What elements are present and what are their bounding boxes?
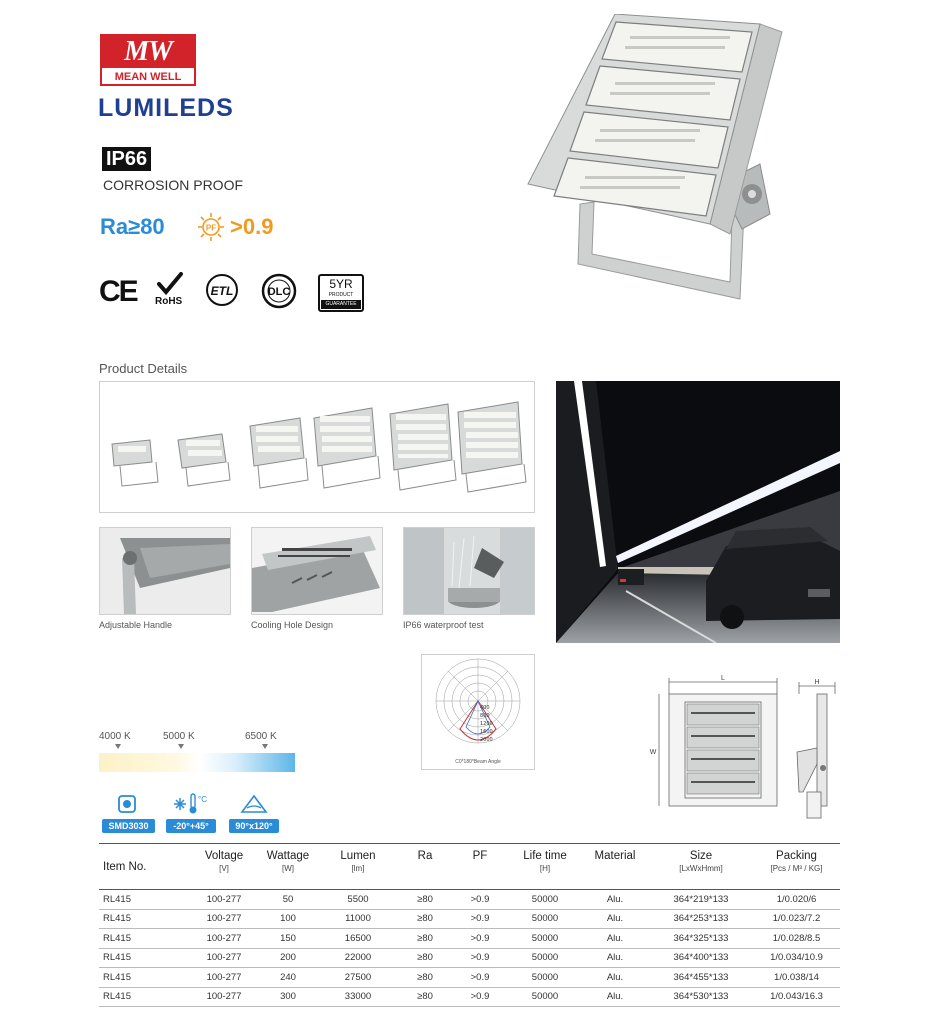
- power-factor-icon: [196, 212, 230, 242]
- dimension-drawing: [647, 672, 843, 822]
- beam-angle-badge: 90°x120°: [229, 819, 279, 833]
- cell-size: 364*253*133: [649, 909, 753, 929]
- cell-voltage: 100-277: [189, 987, 259, 1007]
- waterproof-test-photo: [403, 527, 535, 615]
- dimension-length-label: L: [721, 675, 725, 682]
- hero-product-image: [520, 14, 790, 302]
- col-header-item: Item No.: [103, 860, 147, 873]
- cell-material: Alu.: [581, 948, 649, 968]
- dimension-width-label: W: [649, 749, 657, 756]
- rohs-icon: [153, 272, 189, 312]
- cell-voltage: 100-277: [189, 968, 259, 988]
- warranty-years: 5YR: [329, 277, 353, 291]
- polar-label-1600: 1600: [480, 729, 493, 735]
- cell-lumen: 16500: [317, 929, 399, 949]
- ce-mark-text: CE: [99, 275, 137, 308]
- warranty-line1: PRODUCT: [328, 292, 354, 298]
- cell-pf: >0.9: [451, 909, 509, 929]
- col-header-material: Material: [594, 850, 636, 862]
- ra-value: Ra≥80: [100, 214, 165, 239]
- cell-pf: >0.9: [451, 987, 509, 1007]
- cell-pf: >0.9: [451, 890, 509, 910]
- cell-wattage: 300: [259, 987, 317, 1007]
- cell-wattage: 150: [259, 929, 317, 949]
- svg-text:°C: °C: [198, 795, 207, 804]
- product-lineup-illustration: [100, 382, 534, 512]
- adjustable-handle-photo: [99, 527, 231, 615]
- etl-listed-icon: [201, 272, 245, 312]
- handle-closeup-illustration: [100, 528, 230, 614]
- col-header-voltage: Voltage [V]: [204, 850, 244, 873]
- lumileds-logo: LUMILEDS: [98, 94, 234, 122]
- cell-voltage: 100-277: [189, 890, 259, 910]
- warranty-line2: GUARANTEE: [321, 300, 361, 309]
- cell-lumen: 27500: [317, 968, 399, 988]
- handle-caption: Adjustable Handle: [99, 620, 173, 630]
- cell-lifetime: 50000: [509, 968, 581, 988]
- power-factor-value: >0.9: [230, 214, 274, 239]
- checkmark-icon: [153, 272, 189, 296]
- col-header-ra: Ra: [417, 850, 433, 862]
- cell-ra: ≥80: [399, 948, 451, 968]
- cell-ra: ≥80: [399, 890, 451, 910]
- cell-size: 364*219*133: [649, 890, 753, 910]
- cell-wattage: 100: [259, 909, 317, 929]
- product-range-image: [99, 381, 535, 513]
- cell-lumen: 5500: [317, 890, 399, 910]
- cell-packing: 1/0.020/6: [753, 890, 840, 910]
- polar-label-400: 400: [480, 705, 490, 711]
- cell-lifetime: 50000: [509, 948, 581, 968]
- tunnel-application-photo: [556, 381, 840, 643]
- meanwell-logo-mark: MW: [102, 36, 194, 68]
- smd-chip-icon: [116, 793, 138, 815]
- cell-ra: ≥80: [399, 968, 451, 988]
- spec-table-body: [99, 890, 840, 1007]
- marker-5000-icon: [178, 744, 184, 749]
- corrosion-proof-label: CORROSION PROOF: [103, 177, 244, 193]
- marker-6500-icon: [262, 744, 268, 749]
- dlc-icon: [258, 272, 300, 312]
- cell-lumen: 11000: [317, 909, 399, 929]
- col-header-lumen: Lumen [lm]: [340, 850, 376, 873]
- polar-label-800: 800: [480, 713, 490, 719]
- cell-item: RL415: [99, 929, 189, 949]
- cell-voltage: 100-277: [189, 948, 259, 968]
- cell-packing: 1/0.023/7.2: [753, 909, 840, 929]
- cell-item: RL415: [99, 968, 189, 988]
- cell-packing: 1/0.043/16.3: [753, 987, 840, 1007]
- color-temp-6500: 6500 K: [245, 731, 277, 742]
- col-header-pf: PF: [472, 850, 488, 862]
- table-row: [99, 948, 840, 968]
- cooling-caption: Cooling Hole Design: [251, 620, 334, 630]
- meanwell-logo: [100, 34, 196, 86]
- cell-material: Alu.: [581, 890, 649, 910]
- tunnel-scene-illustration: [556, 381, 840, 643]
- color-temp-markers: [99, 743, 299, 751]
- color-temp-4000: 4000 K: [99, 731, 131, 742]
- cell-size: 364*530*133: [649, 987, 753, 1007]
- cell-wattage: 240: [259, 968, 317, 988]
- table-row: [99, 929, 840, 949]
- cell-packing: 1/0.034/10.9: [753, 948, 840, 968]
- cell-pf: >0.9: [451, 948, 509, 968]
- color-temperature-gradient: [99, 753, 295, 772]
- cell-wattage: 200: [259, 948, 317, 968]
- polar-light-distribution-diagram: [421, 654, 535, 770]
- cell-pf: >0.9: [451, 968, 509, 988]
- polar-label-1200: 1200: [480, 721, 493, 727]
- col-header-size: Size [LxWxHmm]: [679, 850, 723, 873]
- cell-packing: 1/0.038/14: [753, 968, 840, 988]
- dimension-height-label: H: [814, 679, 820, 686]
- col-header-wattage: Wattage [W]: [266, 850, 310, 873]
- beam-angle-icon: [239, 794, 269, 814]
- cooling-holes-illustration: [252, 528, 382, 614]
- cell-lumen: 22000: [317, 948, 399, 968]
- cell-packing: 1/0.028/8.5: [753, 929, 840, 949]
- table-row: [99, 987, 840, 1007]
- temperature-icon: [172, 792, 208, 816]
- table-row: [99, 890, 840, 910]
- cell-lifetime: 50000: [509, 909, 581, 929]
- waterproof-caption: IP66 waterproof test: [403, 620, 484, 630]
- cell-lifetime: 50000: [509, 890, 581, 910]
- cell-item: RL415: [99, 987, 189, 1007]
- etl-mark-text: ETL: [210, 284, 234, 298]
- polar-caption: C0*180*Beam Angle: [455, 759, 501, 765]
- cell-material: Alu.: [581, 987, 649, 1007]
- dlc-mark-text: DLC: [267, 286, 291, 298]
- cell-item: RL415: [99, 948, 189, 968]
- marker-4000-icon: [115, 744, 121, 749]
- cell-size: 364*400*133: [649, 948, 753, 968]
- waterproof-test-illustration: [404, 528, 534, 614]
- cell-wattage: 50: [259, 890, 317, 910]
- cell-material: Alu.: [581, 968, 649, 988]
- cell-pf: >0.9: [451, 929, 509, 949]
- cell-material: Alu.: [581, 909, 649, 929]
- table-row: [99, 909, 840, 929]
- cell-ra: ≥80: [399, 929, 451, 949]
- cell-size: 364*325*133: [649, 929, 753, 949]
- dimension-diagram: [647, 672, 843, 822]
- warranty-badge: [318, 274, 364, 312]
- chip-badge: SMD3030: [102, 819, 155, 833]
- col-header-lifetime: Life time [H]: [523, 850, 567, 873]
- table-row: [99, 968, 840, 988]
- cell-lifetime: 50000: [509, 929, 581, 949]
- table-header-row: [99, 844, 840, 890]
- cell-material: Alu.: [581, 929, 649, 949]
- cell-item: RL415: [99, 890, 189, 910]
- cell-size: 364*455*133: [649, 968, 753, 988]
- cell-ra: ≥80: [399, 909, 451, 929]
- cell-lifetime: 50000: [509, 987, 581, 1007]
- cell-voltage: 100-277: [189, 909, 259, 929]
- polar-label-2000: 2000: [480, 737, 493, 743]
- section-title: Product Details: [99, 361, 188, 376]
- cell-lumen: 33000: [317, 987, 399, 1007]
- spec-table: [99, 843, 840, 1007]
- col-header-packing: Packing [Pcs / M³ / KG]: [770, 850, 823, 873]
- meanwell-logo-text: MEAN WELL: [114, 71, 182, 83]
- rohs-text: RoHS: [155, 296, 183, 307]
- color-temp-5000: 5000 K: [163, 731, 195, 742]
- ip-rating-badge: IP66: [102, 147, 151, 171]
- polar-chart: [422, 655, 534, 757]
- cooling-hole-photo: [251, 527, 383, 615]
- cell-ra: ≥80: [399, 987, 451, 1007]
- cell-voltage: 100-277: [189, 929, 259, 949]
- pf-icon-text: PF: [205, 223, 217, 233]
- ce-mark-icon: [99, 272, 145, 312]
- temperature-badge: -20°+45°: [166, 819, 216, 833]
- cell-item: RL415: [99, 909, 189, 929]
